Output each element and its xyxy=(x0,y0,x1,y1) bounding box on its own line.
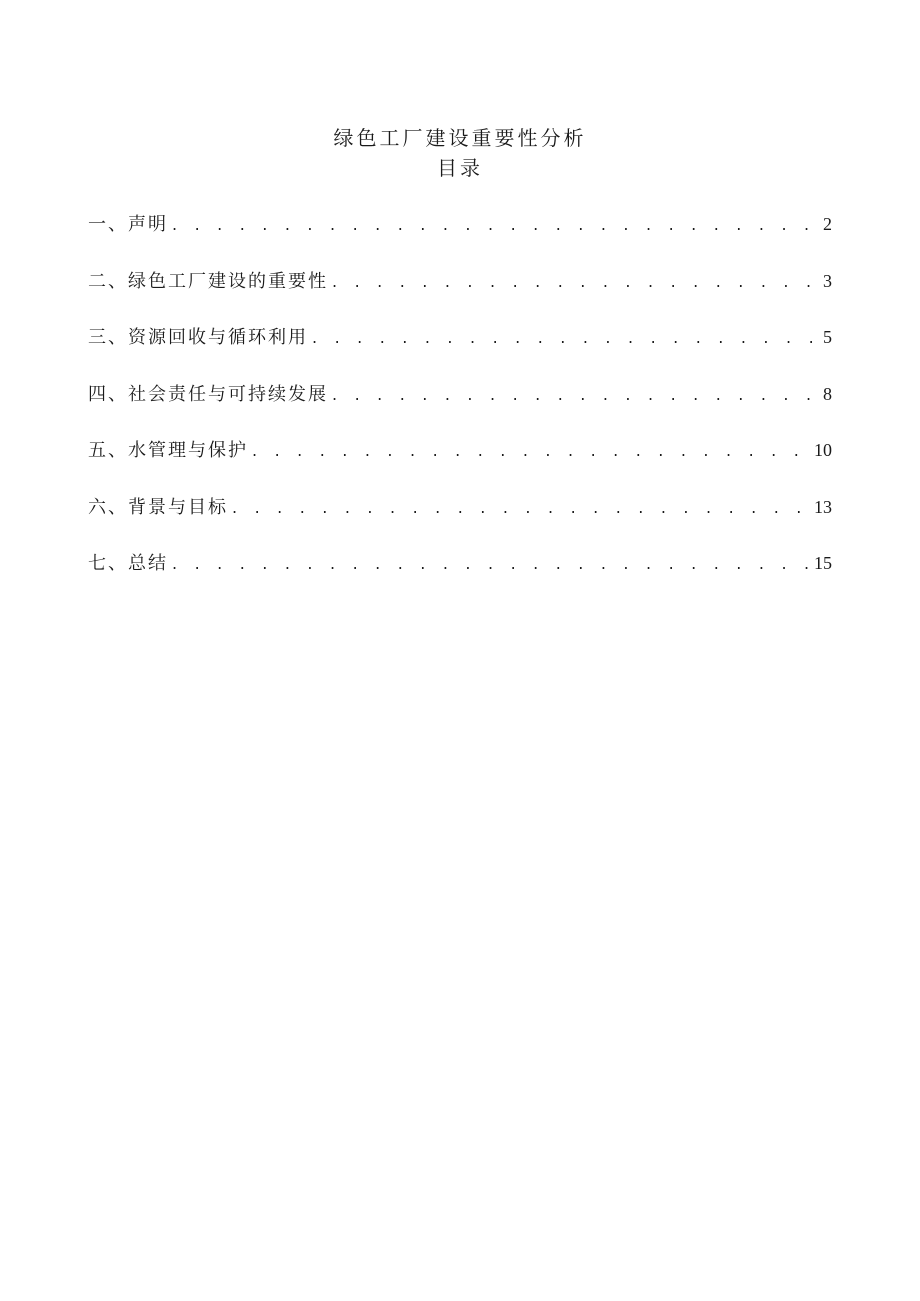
toc-entry-page: 8 xyxy=(823,383,832,404)
toc-entry-7[interactable] xyxy=(88,549,832,606)
toc-dot-leader xyxy=(332,268,819,296)
toc-entry-page: 5 xyxy=(823,327,832,347)
toc-entry-3[interactable] xyxy=(88,323,832,380)
toc-entry-page: 10 xyxy=(814,440,832,460)
toc-entry-label: 七、总结 xyxy=(88,553,168,574)
toc-dot-leader xyxy=(172,550,810,578)
toc-dot-leader xyxy=(332,381,819,409)
toc-entry-5[interactable] xyxy=(88,436,832,493)
toc-entry-2[interactable] xyxy=(88,267,832,324)
document-title: 绿色工厂建设重要性分析 xyxy=(333,126,587,150)
toc-entry-6[interactable] xyxy=(88,493,832,550)
toc-entry-1[interactable] xyxy=(88,210,832,267)
toc-entry-label: 二、绿色工厂建设的重要性 xyxy=(88,270,328,292)
toc-entry-page: 15 xyxy=(814,553,832,573)
toc-entry-label: 五、水管理与保护 xyxy=(88,440,248,461)
toc-entry-page: 3 xyxy=(823,270,832,291)
toc-dot-leader xyxy=(252,437,810,465)
toc-entry-label: 四、社会责任与可持续发展 xyxy=(88,383,328,405)
toc-entry-label: 三、资源回收与循环利用 xyxy=(88,327,308,348)
toc-entry-4[interactable] xyxy=(88,380,832,437)
toc-dot-leader xyxy=(172,211,819,239)
table-of-contents xyxy=(88,210,832,606)
toc-dot-leader xyxy=(232,494,810,522)
toc-dot-leader xyxy=(312,324,819,352)
toc-entry-page: 2 xyxy=(823,214,832,234)
toc-entry-page: 13 xyxy=(814,496,832,517)
toc-entry-label: 一、声明 xyxy=(88,214,168,235)
toc-heading: 目录 xyxy=(437,156,483,180)
toc-entry-label: 六、背景与目标 xyxy=(88,496,228,518)
